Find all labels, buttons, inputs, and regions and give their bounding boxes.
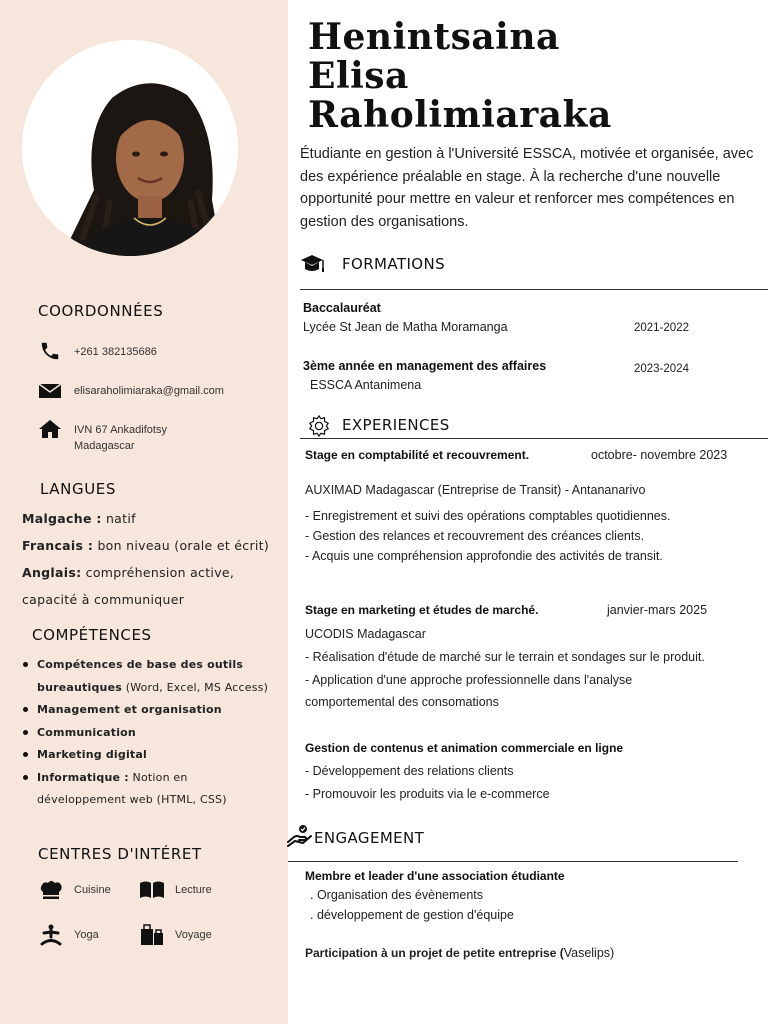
experience-task: - Développement des relations clients (305, 764, 514, 778)
email-address[interactable]: elisaraholimiaraka@gmail.com (74, 385, 224, 397)
phone-icon (38, 340, 64, 362)
engagement-title: Participation à un projet de petite entreprise ( (305, 946, 564, 960)
skill-name: Informatique : (37, 770, 129, 784)
experience-task: - Acquis une compréhension approfondie des activités de transit. (305, 549, 663, 563)
experience-company: AUXIMAD Madagascar (Entreprise de Transit) - Antananarivo (305, 483, 646, 497)
language-item (22, 559, 284, 613)
skill-item (22, 767, 272, 812)
engagement-heading: ENGAGEMENT (314, 829, 425, 847)
language-name: Anglais: (22, 565, 82, 580)
experience-role: Stage en marketing et études de marché. (305, 603, 539, 617)
contact-address (38, 418, 167, 454)
languages-list (22, 505, 284, 613)
language-item (22, 505, 284, 532)
mail-icon (38, 381, 64, 403)
contact-phone (38, 340, 157, 362)
languages-heading: LANGUES (40, 480, 116, 498)
interest-label: Cuisine (74, 884, 111, 896)
skill-item (22, 699, 272, 722)
language-name: Francais : (22, 538, 94, 553)
engagement-point: . Organisation des évènements (310, 888, 484, 902)
skill-item (22, 722, 272, 745)
profile-summary: Étudiante en gestion à l'Université ESSCA, motivée et organisée, avec des expérience préalable en stage. À la recherche d'une nouvelle opportunité pour mettre en valeur et renforcer mes compétences en gestion des organisations. (300, 146, 754, 230)
interest-label: Voyage (175, 929, 212, 941)
engagement-title: Membre et leader d'une association étudiante (305, 869, 565, 883)
experience-task: - Gestion des relances et recouvrement des créances clients. (305, 529, 645, 543)
candidate-name (308, 18, 612, 135)
chef-hat-icon (38, 879, 64, 901)
engagement-project (305, 945, 614, 961)
skill-detail: (Word, Excel, MS Access) (122, 680, 269, 694)
book-icon (139, 879, 165, 901)
experience-role: Gestion de contenus et animation commerciale en ligne (305, 741, 624, 755)
skills-list (22, 654, 272, 812)
skill-item (22, 654, 272, 699)
skill-name: Marketing digital (37, 748, 147, 761)
experience-task: comportemental des consomations (305, 695, 499, 709)
address (74, 418, 167, 454)
experience-heading: EXPERIENCES (342, 416, 450, 434)
skills-heading: COMPÉTENCES (32, 626, 152, 644)
last-name: Raholimiaraka (308, 94, 612, 136)
interests-heading: CENTRES D'INTÉRET (38, 845, 202, 863)
language-level: bon niveau (orale et écrit) (93, 538, 270, 553)
home-icon (38, 418, 64, 440)
education-divider (300, 289, 768, 290)
skill-name: Management et organisation (37, 703, 222, 716)
experience-task: - Réalisation d'étude de marché sur le terrain et sondages sur le produit. (305, 650, 705, 664)
experience-divider (300, 438, 768, 439)
education-school: Lycée St Jean de Matha Moramanga (303, 320, 508, 334)
experience-task: - Promouvoir les produits via le e-commerce (305, 787, 550, 801)
education-dates: 2021-2022 (634, 322, 689, 334)
language-name: Malgache : (22, 511, 102, 526)
education-degree: 3ème année en management des affaires (303, 359, 547, 373)
experience-role: Stage en comptabilité et recouvrement. (305, 448, 530, 462)
education-degree: Baccalauréat (303, 301, 381, 315)
experience-dates: janvier-mars 2025 (607, 603, 708, 617)
contact-heading: COORDONNÉES (38, 302, 164, 320)
engagement-point: . développement de gestion d'équipe (310, 908, 514, 922)
interest-item (139, 879, 212, 901)
contact-email (38, 381, 224, 403)
interest-item (38, 879, 111, 901)
helping-hand-icon (287, 822, 313, 853)
education-school: ESSCA Antanimena (310, 378, 422, 392)
yoga-icon (38, 924, 64, 946)
experience-task: - Application d'une approche professionnelle dans l'analyse (305, 673, 633, 687)
graduation-cap-icon (300, 254, 326, 281)
skill-detail: Notion en développement web (HTML, CSS) (37, 770, 227, 806)
experience-dates: octobre- novembre 2023 (591, 448, 728, 462)
skill-name: Compétences de base des outils bureautiques (37, 658, 244, 694)
first-name: Henintsaina (308, 16, 560, 58)
middle-name: Elisa (308, 55, 409, 97)
skill-item (22, 744, 272, 767)
language-level: natif (101, 511, 136, 526)
language-item (22, 532, 284, 559)
education-dates: 2023-2024 (634, 363, 689, 375)
experience-company: UCODIS Madagascar (305, 627, 426, 641)
interest-label: Lecture (175, 884, 212, 896)
engagement-divider (288, 861, 738, 862)
address-line-1: IVN 67 Ankadifotsy (74, 424, 167, 436)
skill-name: Communication (37, 725, 136, 739)
engagement-project-name: Vaselips) (563, 946, 615, 960)
luggage-icon (139, 924, 165, 946)
interest-item (139, 924, 212, 946)
phone-number[interactable]: +261 382135686 (74, 346, 157, 358)
experience-task: - Enregistrement et suivi des opérations comptables quotidiennes. (305, 509, 671, 523)
interest-item (38, 924, 99, 946)
education-heading: FORMATIONS (342, 255, 446, 273)
interest-label: Yoga (74, 929, 99, 941)
profile-photo (22, 40, 238, 256)
address-line-2: Madagascar (74, 440, 135, 452)
language-level: compréhension active, capacité à communiquer (22, 565, 235, 607)
